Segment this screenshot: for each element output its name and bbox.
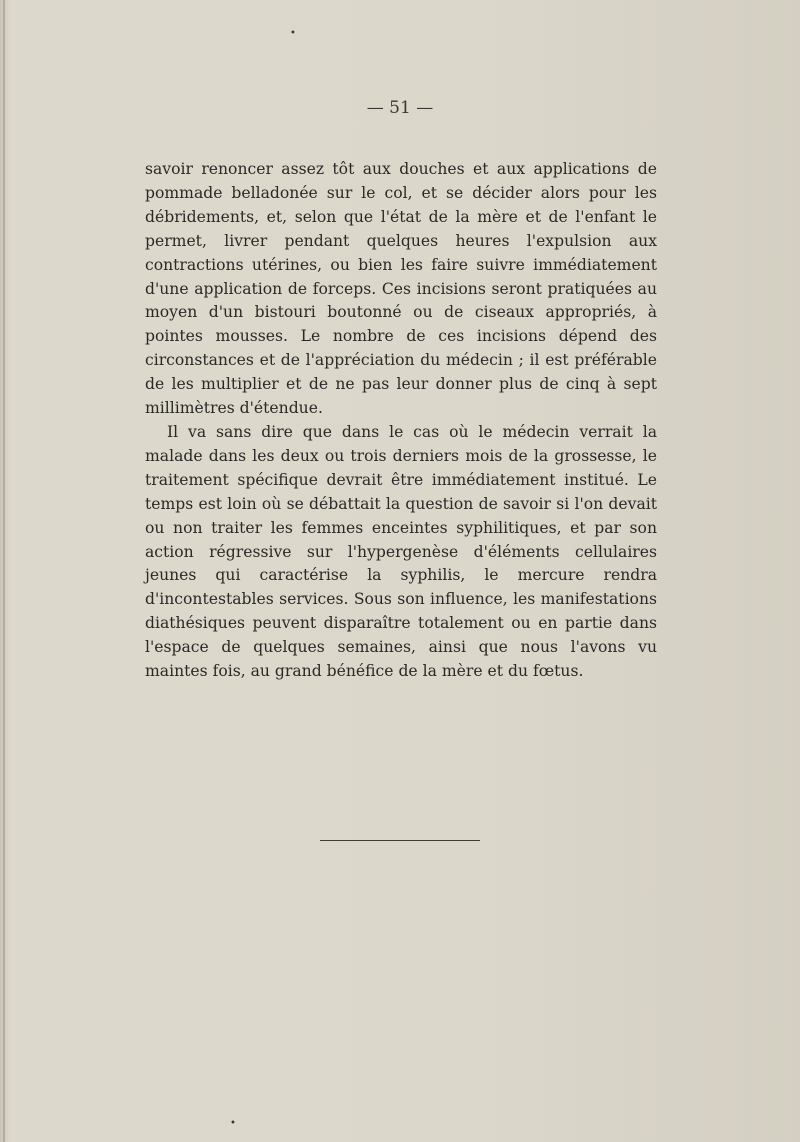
page-edge-shadow: [3, 0, 5, 1142]
paragraph-1: savoir renoncer assez tôt aux douches et aux applications de pommade belladonée sur le col, et se décider alors pour les débridements, et, selon que l'état de la mère et de l'enfant le permet, livrer pendant quelques heures l'expulsion aux contractions utérines, ou bien les faire suivre immédiatement d'une application de forceps. Ces incisions seront pratiquées au moyen d'un bistouri boutonné ou de ciseaux appropriés, à pointes mousses. Le nombre de ces incisions dépend des circonstances et de l'appréciation du médecin ; il est préférable de les multiplier et de ne pas leur donner plus de cinq à sept millimètres d'étendue.: [145, 160, 657, 418]
section-divider: [320, 840, 480, 841]
paragraph-2: Il va sans dire que dans le cas où le médecin verrait la malade dans les deux ou trois derniers mois de la grossesse, le traitement spécifique devrait être immédiatement institué. Le temps est loin où se débattait la question de savoir si l'on devait ou non traiter les femmes enceintes syphilitiques, et par son action régressive sur l'hypergenèse d'éléments cellulaires jeunes qui caractérise la syphilis, le mercure rendra d'incontestables services. Sous son influence, les manifestations diathésiques peuvent disparaître totalement ou en partie dans l'espace de quelques semaines, ainsi que nous l'avons vu maintes fois, au grand bénéfice de la mère et du fœtus.: [145, 422, 657, 681]
page-number: — 51 —: [366, 98, 434, 118]
body-text: [145, 158, 657, 684]
ink-speck: •: [290, 28, 296, 39]
ink-speck: •: [230, 1118, 236, 1129]
